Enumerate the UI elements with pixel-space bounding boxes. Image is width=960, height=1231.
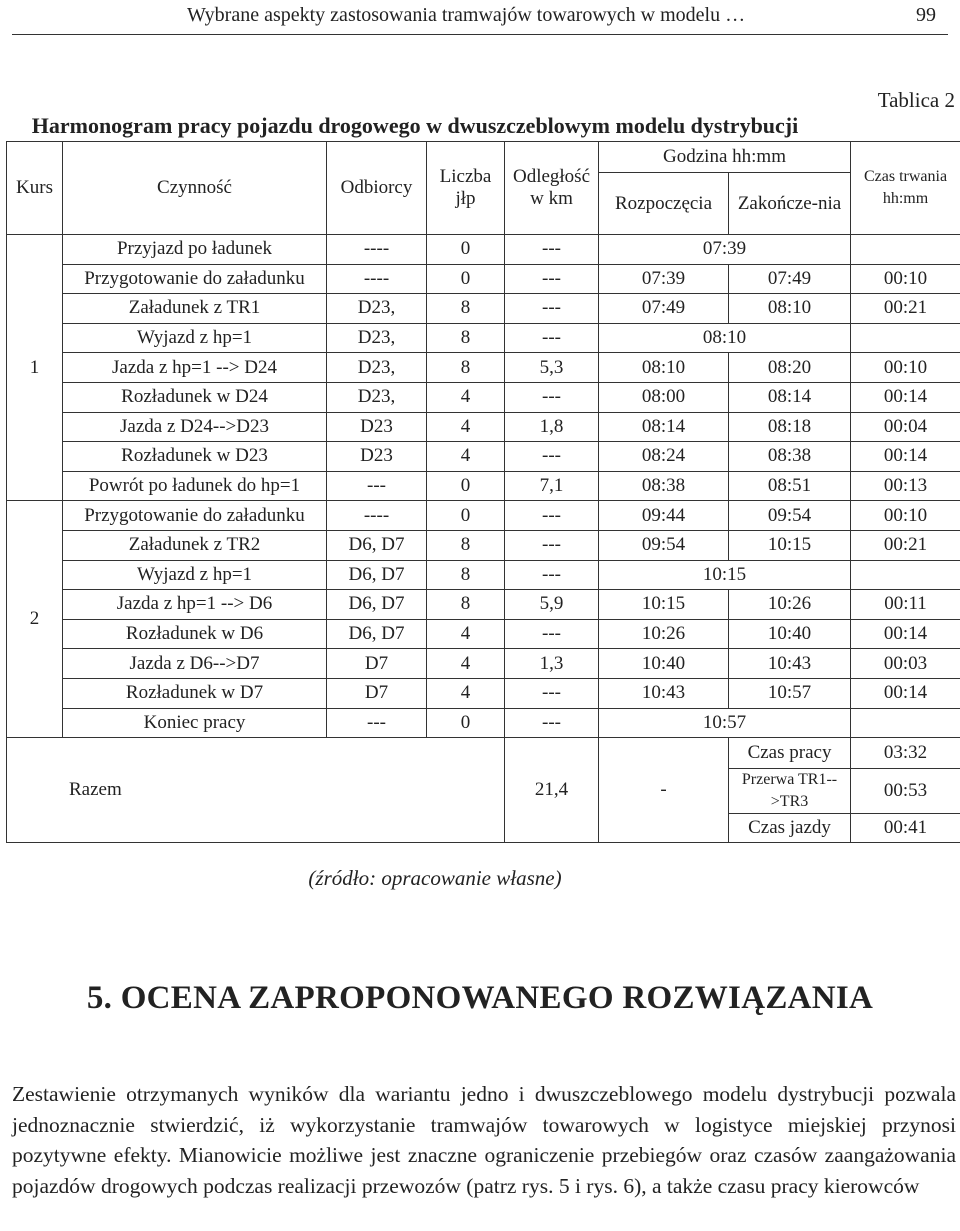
merged-time-cell: 08:10 <box>599 323 851 353</box>
totals-row <box>7 738 960 769</box>
start-time-cell: 08:14 <box>599 412 729 442</box>
activity-cell: Przyjazd po ładunek <box>63 235 327 265</box>
recipients-cell: D23 <box>327 442 427 472</box>
units-cell: 8 <box>427 530 505 560</box>
section-heading: 5. OCENA ZAPROPONOWANEGO ROZWIĄZANIA <box>86 980 874 1016</box>
units-cell: 8 <box>427 353 505 383</box>
recipients-cell: D23, <box>327 353 427 383</box>
duration-cell <box>851 323 960 353</box>
duration-cell: 00:21 <box>851 294 960 324</box>
czas-pracy-label: Czas pracy <box>729 738 851 769</box>
totals-distance: 21,4 <box>505 738 599 843</box>
merged-time-cell: 07:39 <box>599 235 851 265</box>
duration-cell: 00:11 <box>851 590 960 620</box>
units-cell: 8 <box>427 294 505 324</box>
start-time-cell: 10:43 <box>599 678 729 708</box>
units-cell: 8 <box>427 560 505 590</box>
units-cell: 4 <box>427 412 505 442</box>
activity-cell: Wyjazd z hp=1 <box>63 560 327 590</box>
schedule-body <box>7 142 960 843</box>
end-time-cell: 08:10 <box>729 294 851 324</box>
table-row <box>7 708 960 738</box>
duration-cell: 00:13 <box>851 471 960 501</box>
czas-pracy-value: 03:32 <box>851 738 960 769</box>
distance-cell: --- <box>505 235 599 265</box>
distance-cell: --- <box>505 560 599 590</box>
end-time-cell: 08:20 <box>729 353 851 383</box>
header-row-1 <box>7 142 960 173</box>
end-time-cell: 08:18 <box>729 412 851 442</box>
distance-cell: --- <box>505 501 599 531</box>
czas-jazdy-value: 00:41 <box>851 814 960 843</box>
start-time-cell: 09:54 <box>599 530 729 560</box>
running-title: Wybrane aspekty zastosowania tramwajów towarowych w modelu … <box>187 4 746 26</box>
activity-cell: Jazda z D6-->D7 <box>63 649 327 679</box>
table-row <box>7 264 960 294</box>
units-cell: 4 <box>427 382 505 412</box>
start-time-cell: 10:40 <box>599 649 729 679</box>
duration-cell: 00:21 <box>851 530 960 560</box>
activity-cell: Załadunek z TR1 <box>63 294 327 324</box>
recipients-cell: --- <box>327 471 427 501</box>
recipients-cell: D23 <box>327 412 427 442</box>
duration-cell: 00:03 <box>851 649 960 679</box>
header-godzina: Godzina hh:mm <box>599 142 851 173</box>
distance-cell: 1,3 <box>505 649 599 679</box>
table-row <box>7 382 960 412</box>
units-cell: 0 <box>427 264 505 294</box>
start-time-cell: 08:10 <box>599 353 729 383</box>
activity-cell: Jazda z hp=1 --> D6 <box>63 590 327 620</box>
start-time-cell: 09:44 <box>599 501 729 531</box>
merged-time-cell: 10:57 <box>599 708 851 738</box>
distance-cell: --- <box>505 678 599 708</box>
header-odleglosc: Odległość w km <box>505 142 599 235</box>
duration-cell: 00:04 <box>851 412 960 442</box>
recipients-cell: ---- <box>327 501 427 531</box>
units-cell: 4 <box>427 649 505 679</box>
distance-cell: 1,8 <box>505 412 599 442</box>
table-row <box>7 619 960 649</box>
header-czynnosc: Czynność <box>63 142 327 235</box>
przerwa-value: 00:53 <box>851 769 960 814</box>
duration-cell <box>851 708 960 738</box>
przerwa-label: Przerwa TR1-->TR3 <box>729 769 851 814</box>
end-time-cell: 10:15 <box>729 530 851 560</box>
units-cell: 0 <box>427 471 505 501</box>
distance-cell: 5,3 <box>505 353 599 383</box>
duration-cell: 00:14 <box>851 619 960 649</box>
kurs-number: 1 <box>7 235 63 501</box>
table-row <box>7 353 960 383</box>
table-row <box>7 294 960 324</box>
recipients-cell: D6, D7 <box>327 590 427 620</box>
end-time-cell: 10:40 <box>729 619 851 649</box>
activity-cell: Powrót po ładunek do hp=1 <box>63 471 327 501</box>
table-source: (źródło: opracowanie własne) <box>308 866 562 890</box>
distance-cell: --- <box>505 708 599 738</box>
distance-cell: 5,9 <box>505 590 599 620</box>
distance-cell: --- <box>505 442 599 472</box>
duration-cell: 00:14 <box>851 382 960 412</box>
header-odbiorcy: Odbiorcy <box>327 142 427 235</box>
recipients-cell: ---- <box>327 264 427 294</box>
units-cell: 4 <box>427 619 505 649</box>
recipients-cell: D23, <box>327 294 427 324</box>
duration-cell: 00:10 <box>851 353 960 383</box>
duration-cell <box>851 235 960 265</box>
recipients-cell: D23, <box>327 323 427 353</box>
units-cell: 4 <box>427 442 505 472</box>
units-cell: 8 <box>427 590 505 620</box>
recipients-cell: D6, D7 <box>327 530 427 560</box>
header-zakonczenia: Zakończe-nia <box>729 173 851 235</box>
end-time-cell: 08:14 <box>729 382 851 412</box>
table-title: Harmonogram pracy pojazdu drogowego w dwuszczeblowym modelu dystrybucji <box>31 113 799 138</box>
end-time-cell: 10:26 <box>729 590 851 620</box>
table-row <box>7 590 960 620</box>
activity-cell: Przygotowanie do załadunku <box>63 264 327 294</box>
activity-cell: Rozładunek w D6 <box>63 619 327 649</box>
recipients-cell: D6, D7 <box>327 560 427 590</box>
header-czas-trwania: Czas trwania hh:mm <box>851 142 960 235</box>
distance-cell: --- <box>505 619 599 649</box>
distance-cell: --- <box>505 323 599 353</box>
running-header <box>12 0 948 35</box>
end-time-cell: 09:54 <box>729 501 851 531</box>
table-row <box>7 235 960 265</box>
distance-cell: --- <box>505 294 599 324</box>
distance-cell: --- <box>505 382 599 412</box>
recipients-cell: D6, D7 <box>327 619 427 649</box>
activity-cell: Koniec pracy <box>63 708 327 738</box>
distance-cell: --- <box>505 264 599 294</box>
kurs-number: 2 <box>7 501 63 738</box>
page-number: 99 <box>916 4 936 26</box>
start-time-cell: 08:38 <box>599 471 729 501</box>
distance-cell: 7,1 <box>505 471 599 501</box>
recipients-cell: D7 <box>327 678 427 708</box>
end-time-cell: 07:49 <box>729 264 851 294</box>
activity-cell: Rozładunek w D7 <box>63 678 327 708</box>
recipients-cell: --- <box>327 708 427 738</box>
units-cell: 0 <box>427 235 505 265</box>
recipients-cell: ---- <box>327 235 427 265</box>
start-time-cell: 07:39 <box>599 264 729 294</box>
end-time-cell: 08:51 <box>729 471 851 501</box>
table-row <box>7 649 960 679</box>
activity-cell: Rozładunek w D23 <box>63 442 327 472</box>
table-row <box>7 560 960 590</box>
czas-jazdy-label: Czas jazdy <box>729 814 851 843</box>
end-time-cell: 10:57 <box>729 678 851 708</box>
duration-cell: 00:14 <box>851 678 960 708</box>
units-cell: 0 <box>427 501 505 531</box>
merged-time-cell: 10:15 <box>599 560 851 590</box>
end-time-cell: 08:38 <box>729 442 851 472</box>
start-time-cell: 10:15 <box>599 590 729 620</box>
start-time-cell: 08:00 <box>599 382 729 412</box>
table-row <box>7 412 960 442</box>
table-row <box>7 501 960 531</box>
activity-cell: Załadunek z TR2 <box>63 530 327 560</box>
body-paragraph: Zestawienie otrzymanych wyników dla wariantu jedno i dwuszczeblowego modelu dystrybucji pozwala jednoznacznie stwierdzić, iż wykorzystanie tramwajów towarowych w logistyce miejskiej przynosi pozytywne efekty. Mianowicie możliwe jest znaczne ograniczenie przebiegów oraz czasów zaangażowania pojazdów drogowych podczas realizacji przewozów (patrz rys. 5 i rys. 6), a także czasu pracy kierowców <box>12 1082 956 1198</box>
schedule-table <box>6 141 960 843</box>
start-time-cell: 07:49 <box>599 294 729 324</box>
activity-cell: Rozładunek w D24 <box>63 382 327 412</box>
activity-cell: Jazda z hp=1 --> D24 <box>63 353 327 383</box>
table-row <box>7 471 960 501</box>
recipients-cell: D7 <box>327 649 427 679</box>
header-rozpoczecia: Rozpoczęcia <box>599 173 729 235</box>
header-liczba-jlp: Liczba jłp <box>427 142 505 235</box>
table-row <box>7 442 960 472</box>
table-label: Tablica 2 <box>877 88 955 112</box>
header-kurs: Kurs <box>7 142 63 235</box>
table-row <box>7 530 960 560</box>
units-cell: 0 <box>427 708 505 738</box>
recipients-cell: D23, <box>327 382 427 412</box>
start-time-cell: 08:24 <box>599 442 729 472</box>
start-time-cell: 10:26 <box>599 619 729 649</box>
end-time-cell: 10:43 <box>729 649 851 679</box>
activity-cell: Przygotowanie do załadunku <box>63 501 327 531</box>
table-row <box>7 323 960 353</box>
units-cell: 4 <box>427 678 505 708</box>
duration-cell: 00:10 <box>851 264 960 294</box>
units-cell: 8 <box>427 323 505 353</box>
duration-cell: 00:14 <box>851 442 960 472</box>
activity-cell: Jazda z D24-->D23 <box>63 412 327 442</box>
totals-label: Razem <box>7 738 505 843</box>
activity-cell: Wyjazd z hp=1 <box>63 323 327 353</box>
distance-cell: --- <box>505 530 599 560</box>
totals-dash: - <box>599 738 729 843</box>
duration-cell <box>851 560 960 590</box>
duration-cell: 00:10 <box>851 501 960 531</box>
table-row <box>7 678 960 708</box>
